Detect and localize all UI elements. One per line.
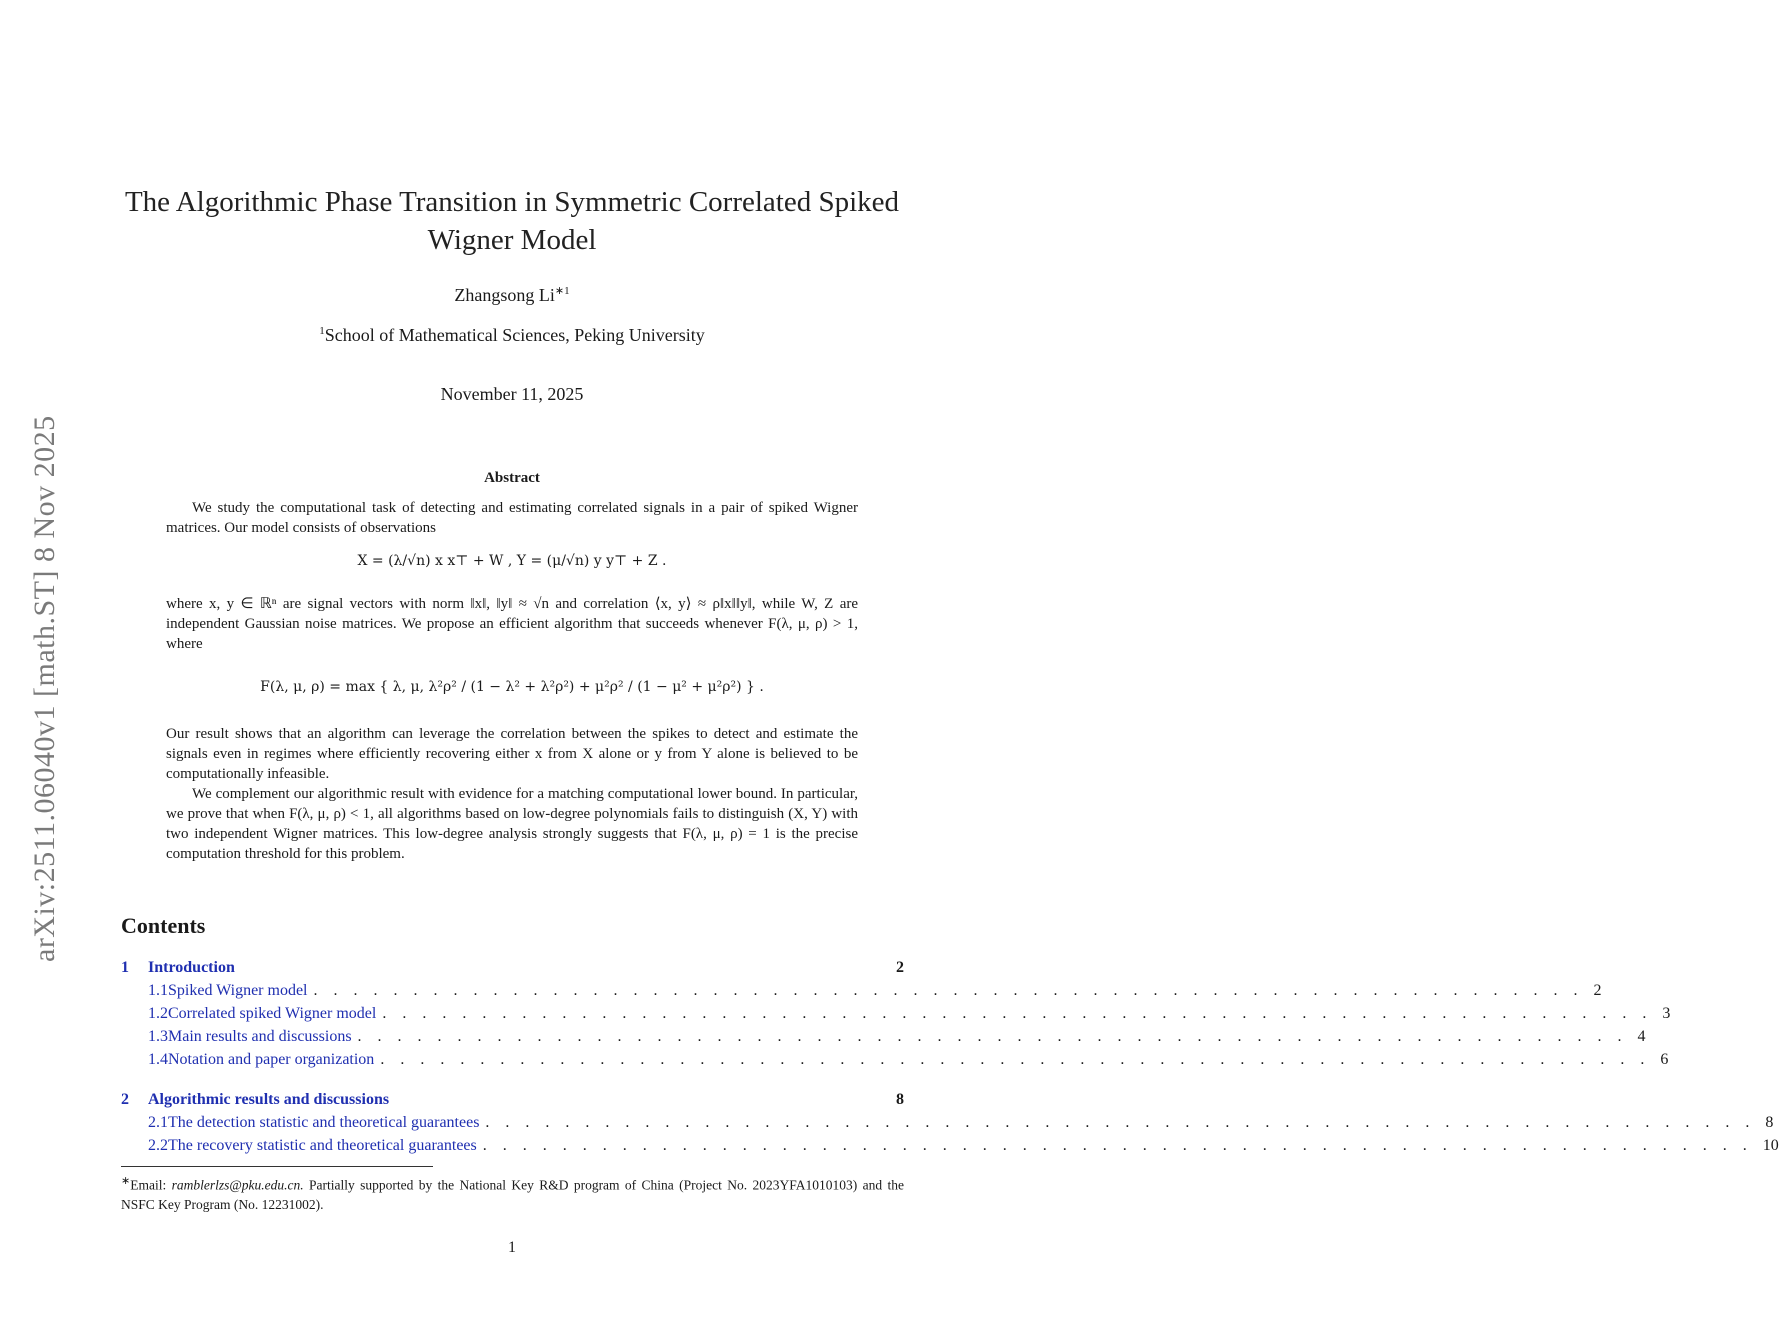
toc-entry-1-4[interactable] (148, 1051, 1669, 1073)
toc-page: 4 (1637, 1028, 1646, 1045)
toc-label[interactable]: Introduction (148, 959, 235, 976)
arxiv-identifier-stamp: arXiv:2511.06040v1 [math.ST] 8 Nov 2025 (28, 415, 61, 962)
toc-page: 10 (1762, 1137, 1779, 1154)
equation-observations: X = (λ/√n) x x⊤ + W , Y = (μ/√n) y y⊤ + Z . (357, 553, 667, 569)
toc-leader-dots: . . . . . . . . . . . . . . . . . . . . . . . . . . . . . . . . . . . . . . . . . . . . . . . . . . . . . . . . . . . . . . . . (485, 1114, 1756, 1131)
toc-number: 2.1 (148, 1114, 168, 1131)
toc-page: 3 (1662, 1005, 1671, 1022)
toc-label[interactable]: The recovery statistic and theoretical guarantees (168, 1137, 477, 1154)
toc-page: 2 (1593, 982, 1602, 999)
abstract-paragraph-1: We study the computational task of detecting and estimating correlated signals in a pair of spiked Wigner matrices. Our model consists of observations (166, 500, 858, 536)
toc-label[interactable]: Spiked Wigner model (168, 982, 308, 999)
toc-number: 1.4 (148, 1051, 168, 1068)
toc-label[interactable]: Correlated spiked Wigner model (168, 1005, 377, 1022)
toc-entry-2[interactable] (121, 1091, 904, 1113)
toc-number: 2.2 (148, 1137, 168, 1154)
toc-page: 2 (896, 959, 904, 976)
toc-number: 2 (121, 1091, 129, 1108)
toc-leader-dots: . . . . . . . . . . . . . . . . . . . . . . . . . . . . . . . . . . . . . . . . . . . . . . . . . . . . . . . . . . . . . . . . (382, 1005, 1653, 1022)
toc-page: 8 (896, 1091, 904, 1108)
toc-leader-dots: . . . . . . . . . . . . . . . . . . . . . . . . . . . . . . . . . . . . . . . . . . . . . . . . . . . . . . . . . . . . . . . . (380, 1051, 1651, 1068)
toc-number: 1.2 (148, 1005, 168, 1022)
equation-threshold-function: F(λ, μ, ρ) = max { λ, μ, λ²ρ² / (1 − λ² + λ²ρ²) + μ²ρ² / (1 − μ² + μ²ρ²) } . (260, 679, 764, 695)
footnote-rule (121, 1166, 433, 1167)
toc-label[interactable]: Notation and paper organization (168, 1051, 375, 1068)
footnote-mark: ∗ (121, 1175, 131, 1187)
paper-title (0, 183, 1024, 259)
toc-label[interactable]: Main results and discussions (168, 1028, 352, 1045)
title-line-1: The Algorithmic Phase Transition in Symmetric Correlated Spiked (124, 186, 900, 218)
affiliation-text: School of Mathematical Sciences, Peking University (324, 325, 705, 345)
footnote-text: Partially supported by the National Key R&D program of China (Project No. 2023YFA1010103) and the NSFC Key Program (No. 12231002). (121, 1177, 904, 1212)
toc-entry-1-2[interactable] (148, 1005, 1671, 1027)
toc-leader-dots: . . . . . . . . . . . . . . . . . . . . . . . . . . . . . . . . . . . . . . . . . . . . . . . . . . . . . . . . . . . . . . . . (482, 1137, 1753, 1154)
toc-entry-2-2[interactable] (148, 1137, 1779, 1159)
affiliation-mark: 1 (319, 325, 325, 337)
author-name: Zhangsong Li (454, 285, 555, 305)
toc-page: 6 (1660, 1051, 1669, 1068)
toc-number: 1.1 (148, 982, 168, 999)
toc-entry-1-3[interactable] (148, 1028, 1646, 1050)
footnote (121, 1172, 904, 1214)
date: November 11, 2025 (440, 384, 584, 404)
toc-page: 8 (1765, 1114, 1774, 1131)
abstract-paragraph-3: Our result shows that an algorithm can leverage the correlation between the spikes to detect and estimate the signals even in regimes where efficiently recovering either x from X alone or y from Y alone is believed to be computationally infeasible. (166, 726, 858, 782)
abstract-heading: Abstract (484, 470, 540, 486)
toc-entry-1[interactable] (121, 959, 904, 981)
footnote-label: Email: (130, 1177, 167, 1193)
toc-leader-dots: . . . . . . . . . . . . . . . . . . . . . . . . . . . . . . . . . . . . . . . . . . . . . . . . . . . . . . . . . . . . . . . . (357, 1028, 1628, 1045)
toc-entry-1-1[interactable] (148, 982, 1602, 1004)
author (0, 284, 1024, 306)
page-number: 1 (508, 1239, 516, 1256)
title-line-2: Wigner Model (427, 224, 597, 256)
toc-number: 1.3 (148, 1028, 168, 1045)
toc-leader-dots: . . . . . . . . . . . . . . . . . . . . . . . . . . . . . . . . . . . . . . . . . . . . . . . . . . . . . . . . . . . . . . . . (313, 982, 1584, 999)
toc-label[interactable]: Algorithmic results and discussions (148, 1091, 390, 1108)
contents-heading: Contents (121, 913, 206, 938)
toc-label[interactable]: The detection statistic and theoretical guarantees (168, 1114, 480, 1131)
abstract-paragraph-4: We complement our algorithmic result with evidence for a matching computational lower bound. In particular, we prove that when F(λ, μ, ρ) < 1, all algorithms based on low-degree polynomials fails to distinguish (X, Y) with two independent Wigner matrices. This low-degree analysis strongly suggests that F(λ, μ, ρ) = 1 is the precise computation threshold for this problem. (166, 786, 858, 862)
affiliation (0, 325, 1024, 346)
toc-entry-2-1[interactable] (148, 1114, 1774, 1136)
footnote-email-link[interactable]: ramblerlzs@pku.edu.cn. (171, 1177, 304, 1193)
toc-number: 1 (121, 959, 129, 976)
author-marks: ∗1 (554, 285, 570, 297)
abstract-paragraph-2: where x, y ∈ ℝⁿ are signal vectors with norm ‖x‖, ‖y‖ ≈ √n and correlation ⟨x, y⟩ ≈ ρ‖x‖‖y‖, while W, Z are independent Gaussian noise matrices. We propose an efficient algorithm that succeeds whenever F(λ, μ, ρ) > 1, where (166, 596, 858, 652)
